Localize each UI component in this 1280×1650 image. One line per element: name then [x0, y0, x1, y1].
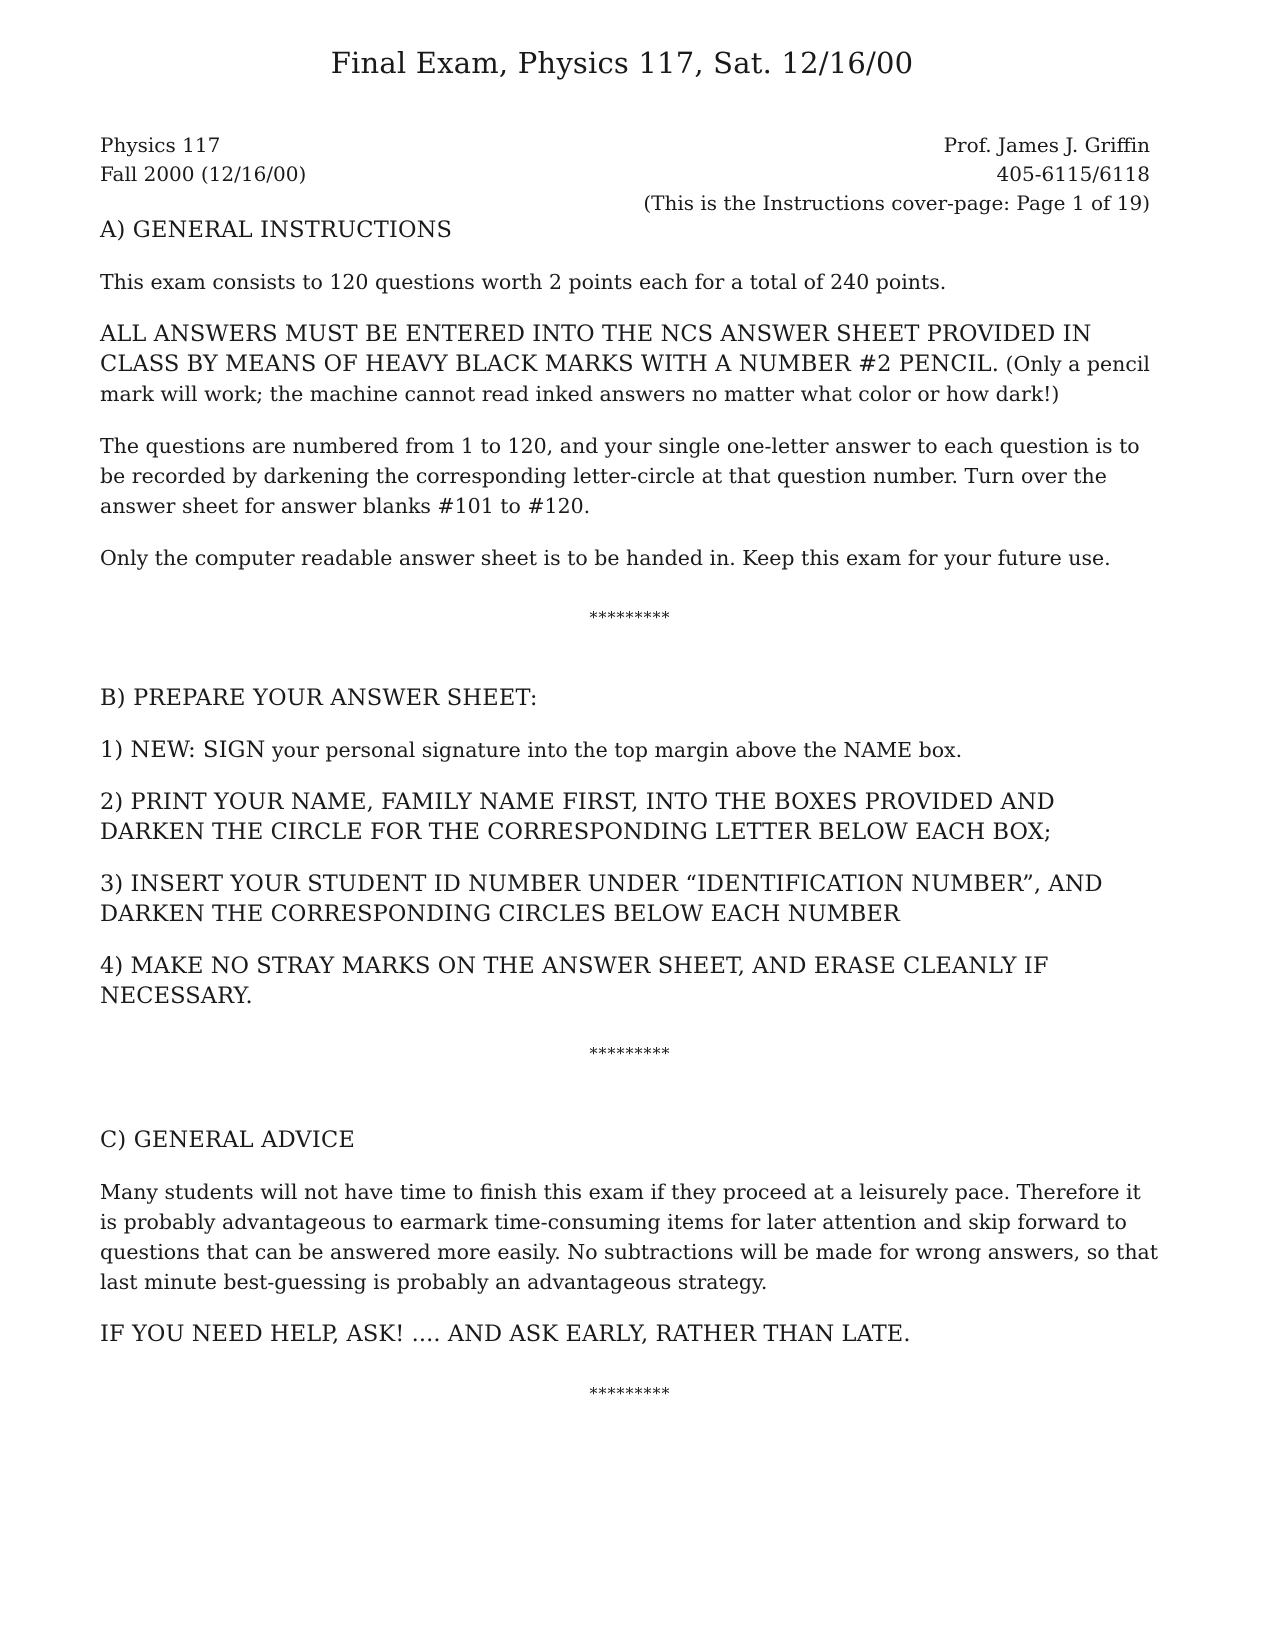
exam-content [100, 215, 1160, 1409]
course-term: Fall 2000 (12/16/00) [100, 162, 307, 186]
paragraph: Many students will not have time to finish this exam if they proceed at a leisurely pace. Therefore it is probably advantageous to earmark time-consuming items for later attention and skip forward to questions that can be answered more easily. No subtractions will be made for wrong answers, so that last minute best-guessing is probably an advantageous strategy. [100, 1180, 1158, 1294]
paragraph [100, 319, 1160, 409]
page-indicator: (This is the Instructions cover-page: Page 1 of 19) [643, 191, 1150, 215]
item-prefix: 1) NEW: SIGN [100, 737, 266, 763]
section-general-instructions [100, 215, 1160, 573]
paragraph: The questions are numbered from 1 to 120, and your single one-letter answer to each question is to be recorded by darkening the corresponding letter-circle at that question number. Turn over the answer sheet for answer blanks #101 to #120. [100, 434, 1140, 518]
list-item [100, 735, 1160, 765]
list-item: 3) INSERT YOUR STUDENT ID NUMBER UNDER “IDENTIFICATION NUMBER”, AND DARKEN THE CORRESPONDING CIRCLES BELOW EACH NUMBER [100, 871, 1103, 927]
separator: ********* [589, 1044, 671, 1063]
list-item: 4) MAKE NO STRAY MARKS ON THE ANSWER SHEET, AND ERASE CLEANLY IF NECESSARY. [100, 953, 1049, 1009]
instructor-phone: 405-6115/6118 [996, 162, 1150, 186]
section-heading: A) GENERAL INSTRUCTIONS [100, 217, 453, 243]
item-text: your personal signature into the top margin above the NAME box. [265, 738, 963, 762]
answer-sheet-warning: ALL ANSWERS MUST BE ENTERED INTO THE NCS ANSWER SHEET PROVIDED IN CLASS BY MEANS OF HEAVY BLACK MARKS WITH A NUMBER #2 PENCIL. [100, 321, 1092, 377]
paragraph: Only the computer readable answer sheet is to be handed in. Keep this exam for your future use. [100, 546, 1111, 570]
list-item: 2) PRINT YOUR NAME, FAMILY NAME FIRST, INTO THE BOXES PROVIDED AND DARKEN THE CIRCLE FOR THE CORRESPONDING LETTER BELOW EACH BOX; [100, 789, 1055, 845]
page-title: Final Exam, Physics 117, Sat. 12/16/00 [330, 46, 914, 80]
section-general-advice [100, 1125, 1160, 1349]
instructor-name: Prof. James J. Griffin [943, 133, 1150, 157]
course-name: Physics 117 [100, 133, 221, 157]
separator: ********* [589, 608, 671, 627]
section-prepare-answer-sheet [100, 683, 1160, 1011]
paragraph: This exam consists to 120 questions worth 2 points each for a total of 240 points. [100, 270, 947, 294]
instructor-info [643, 131, 1150, 218]
closing-note: IF YOU NEED HELP, ASK! .... AND ASK EARLY, RATHER THAN LATE. [100, 1321, 911, 1347]
section-heading: B) PREPARE YOUR ANSWER SHEET: [100, 685, 538, 711]
course-info [100, 131, 306, 189]
pencil-note: (Only a pencil mark will work; the machine cannot read inked answers no matter what color or how dark!) [100, 352, 1150, 406]
section-heading: C) GENERAL ADVICE [100, 1127, 356, 1153]
separator: ********* [589, 1384, 671, 1403]
